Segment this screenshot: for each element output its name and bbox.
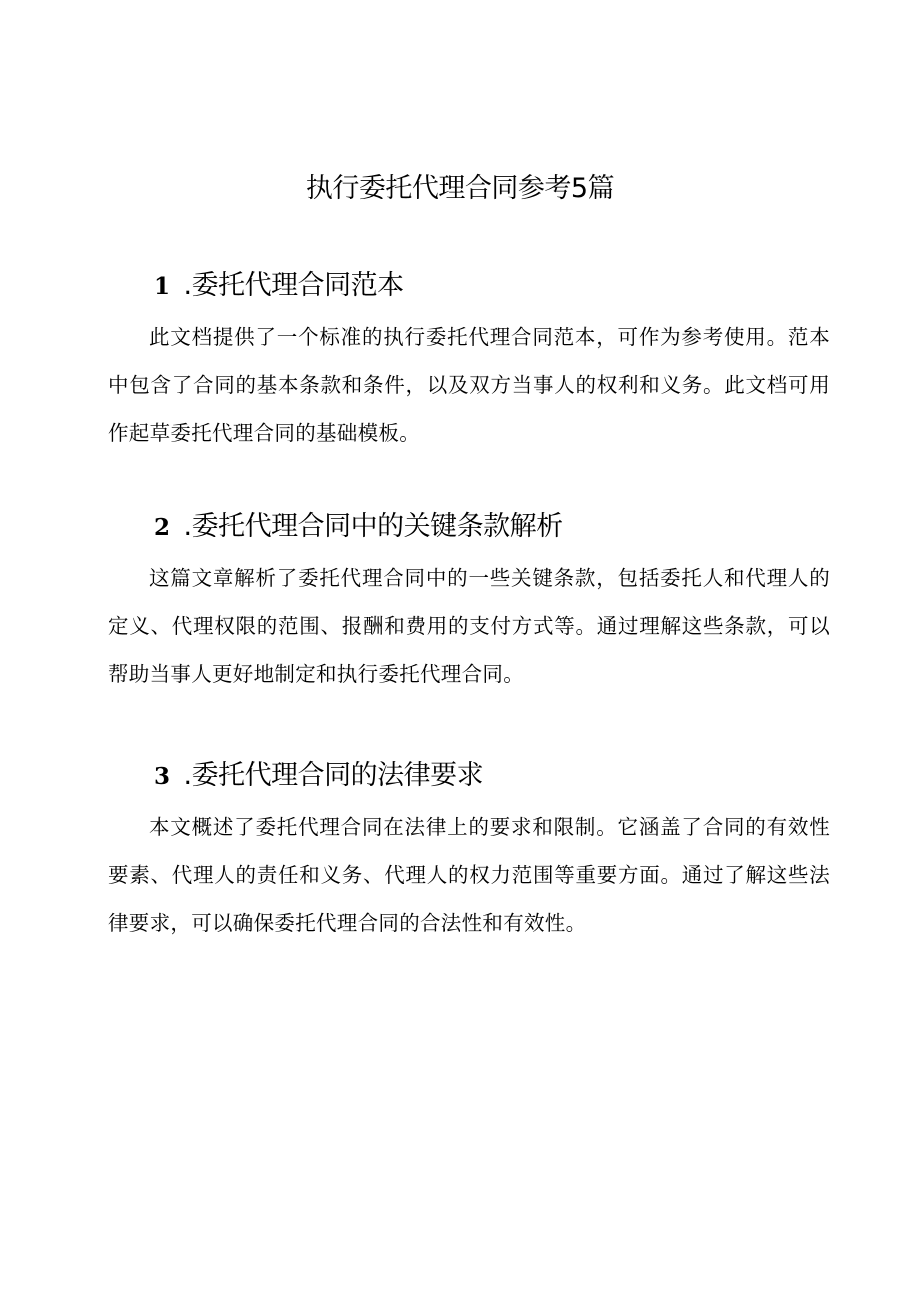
section-body: 此文档提供了一个标准的执行委托代理合同范本，可作为参考使用。范本中包含了合同的基本条款和条件，以及双方当事人的权利和义务。此文档可用作起草委托代理合同的基础模板。 — [108, 325, 830, 445]
section-number: 1 — [154, 273, 170, 300]
section-body: 这篇文章解析了委托代理合同中的一些关键条款，包括委托人和代理人的定义、代理权限的范围、报酬和费用的支付方式等。通过理解这些条款，可以帮助当事人更好地制定和执行委托代理合同。 — [108, 566, 830, 686]
section-heading — [108, 507, 830, 548]
section-heading-text: .委托代理合同中的关键条款解析 — [183, 511, 563, 542]
section-heading-text: .委托代理合同的法律要求 — [183, 760, 484, 791]
section-1 — [108, 266, 830, 457]
section-3 — [108, 756, 830, 947]
section-body: 本文概述了委托代理合同在法律上的要求和限制。它涵盖了合同的有效性要素、代理人的责任和义务、代理人的权力范围等重要方面。通过了解这些法律要求，可以确保委托代理合同的合法性和有效性。 — [108, 815, 830, 935]
section-heading-text: .委托代理合同范本 — [183, 270, 404, 301]
section-number: 2 — [154, 514, 170, 541]
section-2 — [108, 507, 830, 698]
section-heading — [108, 756, 830, 797]
document-title: 执行委托代理合同参考5篇 — [305, 173, 615, 204]
section-number: 3 — [154, 763, 170, 790]
section-heading — [108, 266, 830, 307]
